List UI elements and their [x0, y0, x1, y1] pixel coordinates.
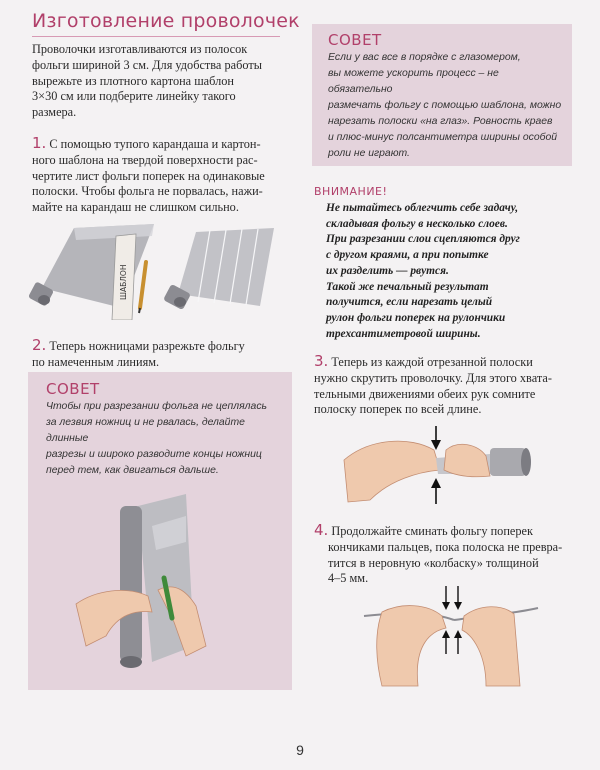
step-line: майте на карандаш не слишком сильно. [32, 200, 239, 215]
tip-line: размечать фольгу с помощью шаблона, можно [328, 100, 562, 111]
roll-end [174, 297, 186, 307]
tip-line: Чтобы при разрезании фольга не цеплялась [46, 401, 267, 412]
hand-icon [377, 606, 446, 686]
step-line: 4–5 мм. [328, 571, 369, 586]
marked-foil-sheet [178, 228, 274, 306]
arrow-head [431, 440, 441, 450]
page-title: Изготовление проволочек [32, 10, 300, 32]
arrow-head [442, 630, 450, 638]
tip-line: и плюс-минус полсантиметра ширины особой [328, 132, 557, 143]
step-number: 1. [32, 134, 47, 152]
step-line: по намеченным линиям. [32, 354, 160, 369]
title-underline [32, 36, 280, 37]
warning-line: получится, если нарезать целый [326, 296, 493, 309]
tip-line: нарезать полоски «на глаз». Ровность краев [328, 116, 553, 127]
tip-line: за лезвия ножниц и не рвалась, делайте длинные [46, 417, 245, 444]
intro-line: размера. [32, 105, 77, 120]
intro-line: фольги шириной 3 см. Для удобства работы [32, 57, 262, 72]
roll-end [521, 448, 531, 476]
step-line: С помощью тупого карандаша и картон- [49, 137, 261, 151]
warning-line: При разрезании слои сцепляются друг [326, 233, 520, 246]
foil-roll-icon [490, 448, 526, 476]
step-3 [314, 354, 576, 418]
warning-line: Такой же печальный результат [326, 280, 489, 293]
step-line: нужно скрутить проволочку. Для этого хвата- [314, 370, 552, 385]
intro-line: 3×30 см или подберите линейку такого [32, 89, 236, 104]
intro-line: Проволочки изготавливаются из полосок [32, 42, 248, 56]
tip-line: Если у вас все в порядке с глазомером, [328, 52, 521, 63]
cutting-illustration [56, 486, 276, 686]
crumpling-illustration [340, 420, 550, 512]
warning-line: с другом краями, а при попытке [326, 249, 489, 262]
hand-icon [444, 444, 490, 476]
warning-line: трехсантиметровой ширины. [326, 327, 481, 340]
step-line: Теперь из каждой отрезанной полоски [331, 355, 533, 369]
step-line: чертите лист фольги поперек на одинаковые [32, 168, 265, 183]
page-number: 9 [296, 742, 304, 758]
arrow-head [431, 478, 441, 488]
warning-text [326, 201, 562, 342]
warning-heading: ВНИМАНИЕ! [314, 185, 388, 198]
step-number: 2. [32, 336, 47, 354]
step-number: 4. [314, 521, 329, 539]
arrow-head [454, 602, 462, 610]
rolling-illustration [362, 582, 542, 692]
step-2 [32, 338, 292, 371]
tip-line: роли не играют. [328, 148, 410, 159]
step-line: тится в неровную «колбаску» толщиной [328, 555, 539, 570]
step-line: ного шаблона на твердой поверхности рас- [32, 152, 258, 167]
intro-paragraph [32, 42, 292, 121]
pencil-icon [140, 262, 146, 308]
roll-end [38, 295, 50, 305]
warning-line: рулон фольги поперек на рулончики [326, 311, 506, 324]
tip-line: перед тем, как двигаться дальше. [46, 465, 219, 476]
roll-end [120, 656, 142, 668]
arrow-head [454, 630, 462, 638]
step-4 [314, 523, 576, 587]
step-line: полоску поперек по всей длине. [314, 402, 482, 417]
tip-line: разрезы и широко разводите концы ножниц [46, 449, 262, 460]
foil-roll-icon [120, 506, 142, 662]
tip-heading: СОВЕТ [46, 380, 100, 398]
hand-icon [462, 607, 520, 686]
hand-icon [344, 441, 440, 502]
step-number: 3. [314, 352, 329, 370]
foil-marking-illustration [28, 216, 288, 320]
tip-text [46, 399, 286, 479]
warning-line: их разделить — рвутся. [326, 264, 449, 277]
step-line: Продолжайте сминать фольгу поперек [331, 524, 533, 538]
template-label: ШАБЛОН [119, 264, 128, 300]
step-line: полоски. Чтобы фольга не порвалась, нажи- [32, 184, 263, 199]
pencil-tip [139, 308, 140, 313]
tip-heading: СОВЕТ [328, 31, 382, 49]
warning-line: складывая фольгу в несколько слоев. [326, 217, 508, 230]
step-1 [32, 136, 302, 216]
step-line: Теперь ножницами разрежьте фольгу [49, 339, 245, 353]
tip-line: вы можете ускорить процесс – не обязательно [328, 68, 499, 95]
step-line: тельными движениями обеих рук сомните [314, 386, 536, 401]
step-line: кончиками пальцев, пока полоска не превра- [328, 539, 563, 554]
tip-text [328, 50, 564, 162]
warning-line: Не пытайтесь облегчить себе задачу, [326, 202, 519, 214]
arrow-head [442, 602, 450, 610]
intro-line: вырежьте из плотного картона шаблон [32, 73, 234, 88]
